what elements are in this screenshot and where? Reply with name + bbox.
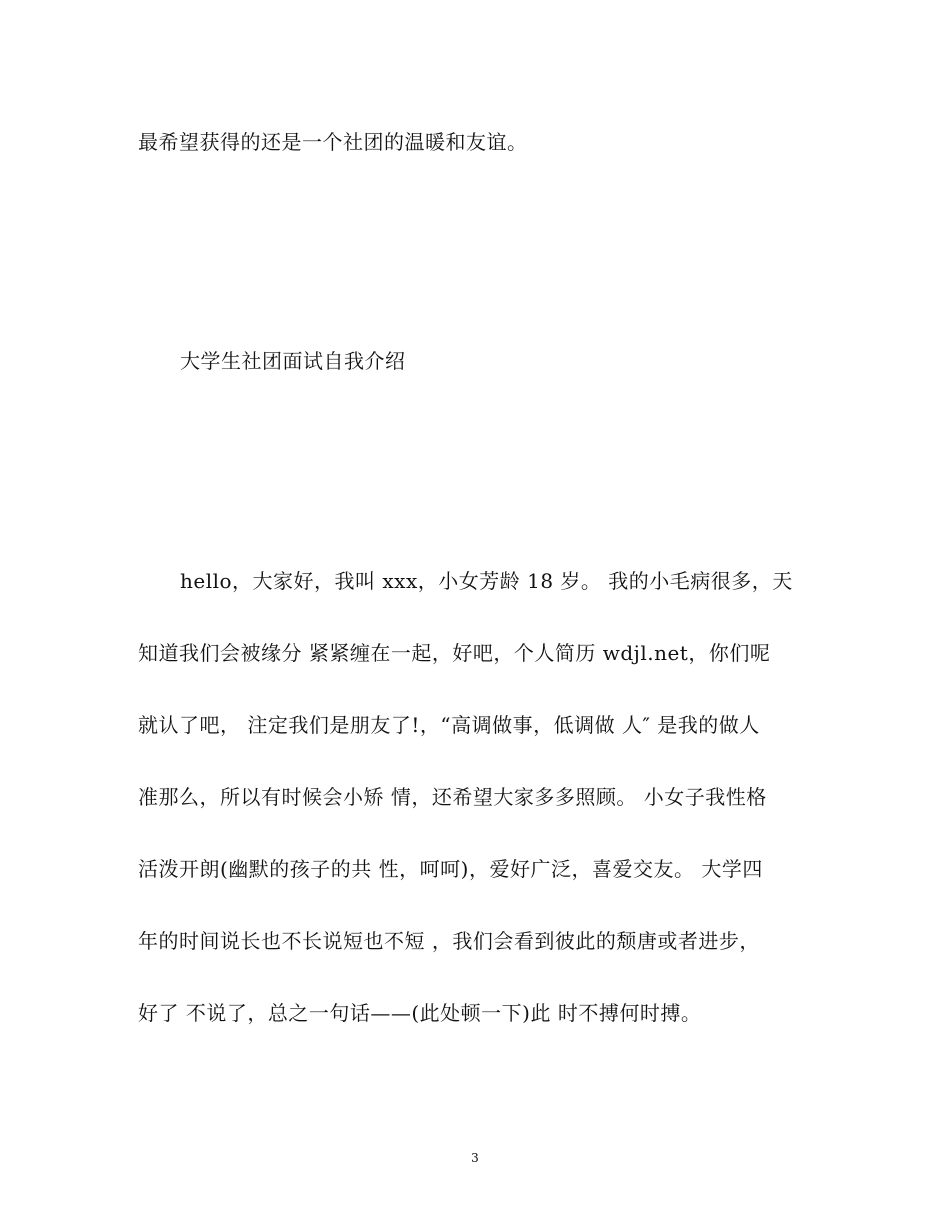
section-title: 大学生社团面试自我介绍: [180, 349, 406, 373]
paragraph-line-6: 年的时间说长也不长说短也不短 ，我们会看到彼此的颓唐或者进步，: [138, 929, 760, 953]
paragraph-line-7: 好了 不说了，总之一句话——(此处顿一下)此 时不搏何时搏。: [138, 1001, 702, 1025]
lead-text-line: 最希望获得的还是一个社团的温暖和友谊。: [138, 130, 528, 154]
paragraph-line-5: 活泼开朗(幽默的孩子的共 性，呵呵)，爱好广泛，喜爱交友。 大学四: [138, 857, 763, 881]
paragraph-line-2: 知道我们会被缘分 紧紧缠在一起，好吧，个人简历 wdjl.net，你们呢: [138, 641, 771, 665]
page-number: 3: [471, 1151, 479, 1165]
paragraph-line-3: 就认了吧， 注定我们是朋友了!，“高调做事，低调做 人″ 是我的做人: [138, 713, 760, 737]
paragraph-line-4: 准那么，所以有时候会小矫 情，还希望大家多多照顾。 小女子我性格: [138, 785, 767, 809]
paragraph-line-1: hello，大家好，我叫 xxx，小女芳龄 18 岁。 我的小毛病很多，天: [180, 569, 793, 593]
